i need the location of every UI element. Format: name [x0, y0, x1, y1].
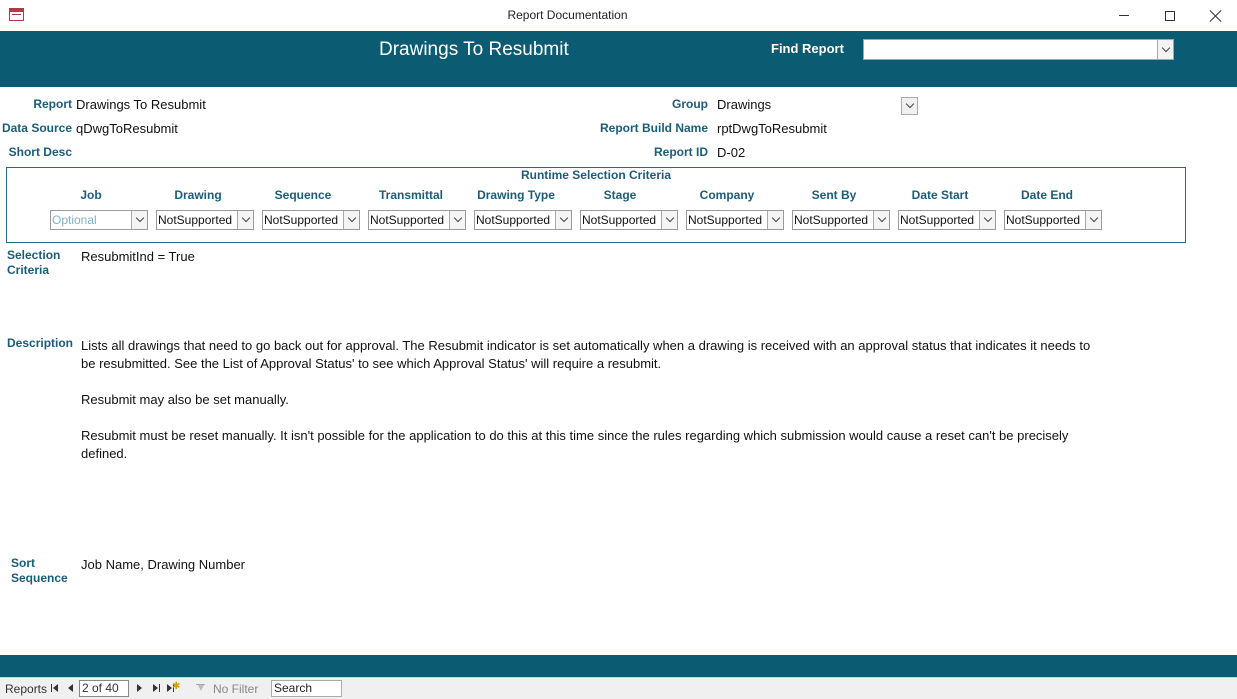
report-build-name-label: Report Build Name — [599, 121, 708, 135]
criteria-value-sequence: NotSupported — [264, 213, 339, 227]
next-record-button[interactable] — [136, 682, 146, 694]
last-record-icon — [153, 684, 158, 692]
criteria-dropdown-drawing[interactable] — [237, 211, 253, 229]
criteria-header-job: Job — [80, 188, 102, 202]
short-desc-label: Short Desc — [8, 145, 72, 159]
criteria-dropdown-job[interactable] — [131, 211, 147, 229]
description-para1-line2[interactable]: be resubmitted. See the List of Approval Status' to see which Approval Status' will require a resubmit. — [81, 356, 662, 371]
criteria-value-transmittal: NotSupported — [370, 213, 445, 227]
criteria-header-company: Company — [699, 188, 755, 202]
previous-record-button[interactable] — [66, 682, 76, 694]
report-title: Drawings To Resubmit — [379, 39, 569, 60]
report-value[interactable]: Drawings To Resubmit — [76, 97, 206, 112]
first-record-icon — [51, 684, 52, 692]
criteria-combo-transmittal[interactable] — [368, 210, 466, 230]
criteria-combo-date-start[interactable] — [898, 210, 996, 230]
criteria-header-stage: Stage — [603, 188, 637, 202]
chevron-down-icon — [453, 214, 461, 222]
criteria-combo-date-end[interactable] — [1004, 210, 1102, 230]
criteria-dropdown-sequence[interactable] — [343, 211, 359, 229]
filter-icon — [196, 684, 205, 692]
criteria-value-sent-by: NotSupported — [794, 213, 869, 227]
chevron-down-icon — [135, 214, 143, 222]
sort-sequence-label-line2: Sequence — [11, 571, 68, 585]
criteria-header-date-end: Date End — [1020, 188, 1073, 202]
criteria-header-drawing-type: Drawing Type — [477, 188, 555, 202]
no-filter-indicator[interactable]: No Filter — [213, 682, 259, 696]
data-source-value[interactable]: qDwgToResubmit — [76, 121, 178, 136]
criteria-value-date-start: NotSupported — [900, 213, 975, 227]
criteria-combo-job[interactable] — [50, 210, 148, 230]
chevron-down-icon — [1161, 43, 1169, 51]
description-label: Description — [7, 336, 74, 350]
find-report-dropdown-button[interactable] — [1157, 40, 1173, 59]
criteria-value-company: NotSupported — [688, 213, 763, 227]
first-record-button[interactable] — [51, 682, 61, 694]
group-value[interactable]: Drawings — [717, 97, 772, 112]
criteria-header-sequence: Sequence — [274, 188, 332, 202]
description-para2[interactable]: Resubmit may also be set manually. — [81, 392, 289, 407]
report-id-value[interactable]: D-02 — [717, 145, 746, 160]
criteria-combo-company[interactable] — [686, 210, 784, 230]
chevron-down-icon — [771, 214, 779, 222]
next-record-icon — [137, 684, 142, 692]
criteria-dropdown-transmittal[interactable] — [449, 211, 465, 229]
chevron-down-icon — [877, 214, 885, 222]
criteria-combo-stage[interactable] — [580, 210, 678, 230]
chevron-down-icon — [983, 214, 991, 222]
report-label: Report — [33, 97, 72, 111]
description-para3-line2[interactable]: defined. — [81, 446, 128, 461]
criteria-value-drawing-type: NotSupported — [476, 213, 551, 227]
close-button[interactable] — [1193, 0, 1237, 31]
description-para1-line1[interactable]: Lists all drawings that need to go back out for approval. The Resubmit indicator is set automatically when a drawing is received with an approval status that indicates it needs to — [81, 338, 1091, 353]
criteria-value-job: Optional — [52, 213, 97, 227]
chevron-down-icon — [347, 214, 355, 222]
criteria-header-drawing: Drawing — [174, 188, 222, 202]
criteria-combo-sent-by[interactable] — [792, 210, 890, 230]
chevron-down-icon — [241, 214, 249, 222]
sort-sequence-value[interactable]: Job Name, Drawing Number — [81, 557, 246, 572]
criteria-value-drawing: NotSupported — [158, 213, 233, 227]
current-record-field[interactable]: 2 of 40 — [79, 680, 129, 697]
criteria-value-date-end: NotSupported — [1006, 213, 1081, 227]
criteria-combo-sequence[interactable] — [262, 210, 360, 230]
window-title: Report Documentation — [507, 8, 628, 22]
form-footer — [0, 655, 1237, 677]
form-header — [0, 31, 1237, 87]
criteria-dropdown-date-start[interactable] — [979, 211, 995, 229]
minimize-button[interactable] — [1101, 0, 1147, 31]
criteria-header-sent-by: Sent By — [811, 188, 857, 202]
criteria-header-date-start: Date Start — [911, 188, 969, 202]
close-icon — [1210, 10, 1222, 22]
criteria-value-stage: NotSupported — [582, 213, 657, 227]
navigation-object-label: Reports — [5, 682, 48, 696]
record-navigation-bar — [0, 677, 1237, 699]
criteria-combo-drawing-type[interactable] — [474, 210, 572, 230]
criteria-dropdown-date-end[interactable] — [1085, 211, 1101, 229]
chevron-down-icon — [559, 214, 567, 222]
group-dropdown-button[interactable] — [901, 97, 918, 115]
maximize-icon — [1165, 11, 1175, 21]
new-record-star-icon: ✱ — [172, 681, 181, 692]
last-record-button[interactable] — [152, 682, 162, 694]
selection-criteria-label-line2: Criteria — [7, 263, 50, 277]
criteria-dropdown-company[interactable] — [767, 211, 783, 229]
chevron-down-icon — [1089, 214, 1097, 222]
chevron-down-icon — [905, 100, 913, 108]
criteria-dropdown-drawing-type[interactable] — [555, 211, 571, 229]
report-build-name-value[interactable]: rptDwgToResubmit — [717, 121, 827, 136]
criteria-dropdown-sent-by[interactable] — [873, 211, 889, 229]
description-para3-line1[interactable]: Resubmit must be reset manually. It isn't possible for the application to do this at this time since the rules regarding which submission would cause a reset can't be precisely — [81, 428, 1069, 443]
group-label: Group — [672, 97, 708, 111]
data-source-label: Data Source — [1, 121, 72, 135]
runtime-criteria-title: Runtime Selection Criteria — [520, 168, 672, 182]
find-report-combo[interactable] — [863, 39, 1174, 60]
criteria-dropdown-stage[interactable] — [661, 211, 677, 229]
maximize-button[interactable] — [1147, 0, 1193, 31]
search-input[interactable]: Search — [271, 680, 342, 697]
sort-sequence-label-line1: Sort — [11, 556, 35, 570]
window-titlebar — [0, 0, 1237, 31]
criteria-combo-drawing[interactable] — [156, 210, 254, 230]
find-report-label: Find Report — [771, 41, 844, 56]
previous-record-icon — [68, 684, 73, 692]
selection-criteria-label-line1: Selection — [7, 248, 61, 262]
criteria-header-transmittal: Transmittal — [378, 188, 444, 202]
chevron-down-icon — [665, 214, 673, 222]
selection-criteria-value[interactable]: ResubmitInd = True — [81, 249, 195, 264]
minimize-icon — [1119, 15, 1129, 16]
report-id-label: Report ID — [654, 145, 708, 159]
